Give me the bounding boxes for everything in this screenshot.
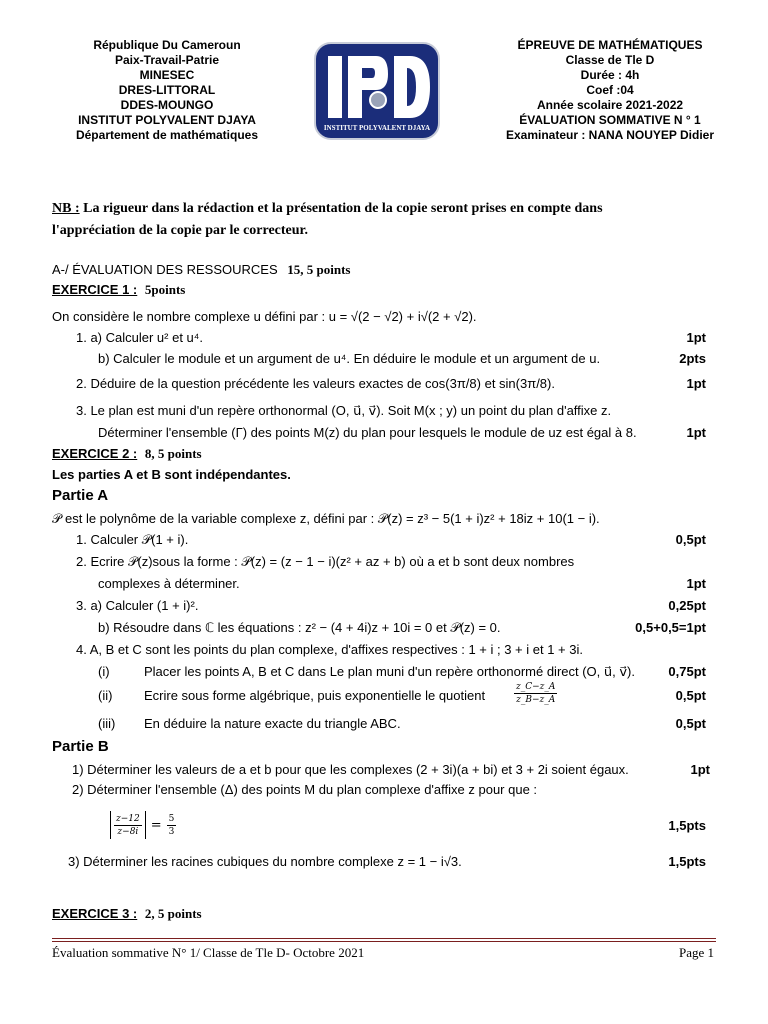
header-right-line: Classe de Tle D bbox=[565, 53, 655, 67]
ex2-q4i: Placer les points A, B et C dans Le plan muni d'un repère orthonormé direct (O, u⃗, v⃗). bbox=[144, 664, 635, 679]
footer-left-text: Évaluation sommative N° 1/ Classe de Tle D- Octobre 2021 bbox=[52, 945, 365, 960]
ex2-q3b: b) Résoudre dans ℂ les équations : z² − (4 + 4i)z + 10i = 0 et 𝒫(z) = 0. bbox=[98, 620, 501, 635]
ex3-heading bbox=[52, 906, 202, 922]
header-right-line: Année scolaire 2021-2022 bbox=[536, 98, 684, 112]
ex1-q3-line1: 3. Le plan est muni d'un repère orthonormal (O, u⃗, v⃗). Soit M(x ; y) un point du plan d'affixe z. bbox=[76, 403, 612, 418]
header-left-line: Paix-Travail-Patrie bbox=[114, 53, 220, 67]
ex2-points: 8, 5 points bbox=[144, 446, 202, 461]
ex2-q2-points: 1pt bbox=[686, 576, 706, 591]
ex3-points: 2, 5 points bbox=[144, 906, 202, 921]
part-b-q1: 1) Déterminer les valeurs de a et b pour que les complexes (2 + 3i)(a + bi) et 3 + 2i soient égaux. bbox=[72, 762, 629, 777]
header-right-line: ÉPREUVE DE MATHÉMATIQUES bbox=[517, 38, 703, 52]
logo-caption: INSTITUT POLYVALENT DJAYA bbox=[323, 124, 431, 132]
ex2-q2-line1: 2. Ecrire 𝒫(z)sous la forme : 𝒫(z) = (z − 1 − i)(z² + az + b) où a et b sont deux nombres bbox=[76, 554, 575, 569]
header-right-line: Coef :04 bbox=[586, 83, 634, 97]
ex2-q4ii-points: 0,5pt bbox=[675, 688, 706, 703]
quotient-denominator: z_B−z_A bbox=[516, 695, 556, 705]
ex1-q1a-points: 1pt bbox=[686, 330, 706, 345]
ex1-intro: On considère le nombre complexe u défini par : u = √(2 − √2) + i√(2 + √2). bbox=[52, 309, 477, 324]
ex1-q1a: 1. a) Calculer u² et u⁴. bbox=[76, 330, 203, 345]
ex2-q4iii-points: 0,5pt bbox=[675, 716, 706, 731]
part-b-heading: Partie B bbox=[52, 738, 109, 755]
section-a-title: A-/ ÉVALUATION DES RESSOURCES bbox=[52, 262, 278, 277]
part-b-q2: 2) Déterminer l'ensemble (Δ) des points M du plan complexe d'affixe z pour que : bbox=[72, 782, 538, 797]
abs-bar-left bbox=[110, 811, 111, 839]
ex1-q3-points: 1pt bbox=[686, 425, 706, 440]
modulus-numerator: z−12 bbox=[116, 813, 140, 824]
section-a-points: 15, 5 points bbox=[287, 262, 351, 277]
ex2-q4: 4. A, B et C sont les points du plan complexe, d'affixes respectives : 1 + i ; 3 + i et 1 + 3i. bbox=[76, 642, 583, 657]
header-left-line: Département de mathématiques bbox=[75, 128, 259, 142]
header-left bbox=[62, 38, 272, 143]
part-b-q1-points: 1pt bbox=[690, 762, 710, 777]
ex2-q3b-points: 0,5+0,5=1pt bbox=[635, 620, 706, 635]
ex2-q4i-points: 0,75pt bbox=[668, 664, 706, 679]
part-a-heading: Partie A bbox=[52, 487, 109, 504]
ex2-q1: 1. Calculer 𝒫(1 + i). bbox=[76, 532, 189, 547]
ex2-heading bbox=[52, 446, 202, 462]
modulus-fraction bbox=[114, 813, 142, 838]
header-right-line: Durée : 4h bbox=[580, 68, 640, 82]
ex2-q3a-points: 0,25pt bbox=[668, 598, 706, 613]
rhs-numerator: 5 bbox=[168, 813, 175, 824]
header-left-line: République Du Cameroun bbox=[93, 38, 241, 52]
ex2-q4i-number: (i) bbox=[98, 664, 110, 679]
ex1-q2-points: 1pt bbox=[686, 376, 706, 391]
ex3-title: EXERCICE 3 : bbox=[52, 906, 138, 921]
ex2-q3a: 3. a) Calculer (1 + i)². bbox=[76, 598, 199, 613]
ex2-q4ii: Ecrire sous forme algébrique, puis exponentielle le quotient bbox=[144, 688, 486, 703]
ex2-q4ii-number: (ii) bbox=[98, 688, 113, 703]
nb-label: NB : bbox=[52, 201, 80, 216]
ex2-q4iii: En déduire la nature exacte du triangle ABC. bbox=[144, 716, 401, 731]
part-b-q3-points: 1,5pts bbox=[668, 854, 706, 869]
footer-page-number: Page 1 bbox=[678, 945, 714, 960]
equals-sign: = bbox=[150, 817, 162, 833]
part-b-q3: 3) Déterminer les racines cubiques du nombre complexe z = 1 − i√3. bbox=[68, 854, 462, 869]
quotient-numerator: z_C−z_A bbox=[516, 682, 556, 692]
ex1-q1b: b) Calculer le module et un argument de u⁴. En déduire le module et un argument de u. bbox=[98, 351, 601, 366]
ex2-title: EXERCICE 2 : bbox=[52, 446, 138, 461]
modulus-denominator: z−8i bbox=[117, 826, 139, 837]
footer-rule bbox=[52, 938, 716, 942]
rhs-fraction bbox=[167, 813, 177, 838]
ex2-intro: 𝒫 est le polynôme de la variable complexe z, défini par : 𝒫(z) = z³ − 5(1 + i)z² + 18iz + 10(1 − i). bbox=[52, 511, 600, 526]
modulus-equation bbox=[110, 810, 176, 840]
part-b-q2-points: 1,5pts bbox=[668, 818, 706, 833]
ex2-q2-line2: complexes à déterminer. bbox=[98, 576, 240, 591]
rhs-denominator: 3 bbox=[168, 826, 175, 837]
ex1-heading bbox=[52, 282, 185, 298]
header-right-line: Examinateur : NANA NOUYEP Didier bbox=[505, 128, 715, 142]
nb-text-line1: La rigueur dans la rédaction et la présentation de la copie seront prises en compte dans bbox=[79, 201, 603, 216]
header-right bbox=[500, 38, 720, 143]
header-right-line: ÉVALUATION SOMMATIVE N ° 1 bbox=[519, 113, 701, 127]
header-left-line: DDES-MOUNGO bbox=[120, 98, 214, 112]
ex1-title: EXERCICE 1 : bbox=[52, 282, 138, 297]
ex2-q4iii-number: (iii) bbox=[98, 716, 116, 731]
header-left-line: DRES-LITTORAL bbox=[118, 83, 216, 97]
quotient-fraction bbox=[514, 681, 557, 706]
ex1-points: 5points bbox=[144, 282, 186, 297]
ex2-q1-points: 0,5pt bbox=[675, 532, 706, 547]
ipd-logo bbox=[314, 42, 440, 140]
header-left-line: MINESEC bbox=[139, 68, 195, 82]
abs-bar-right bbox=[145, 811, 146, 839]
ex1-q3-line2: Déterminer l'ensemble (Γ) des points M(z) du plan pour lesquels le module de uz est égal à 8. bbox=[98, 425, 637, 440]
ex2-note: Les parties A et B sont indépendantes. bbox=[52, 467, 291, 482]
ex1-q1b-points: 2pts bbox=[679, 351, 706, 366]
nb-text-line2: l'appréciation de la copie par le correcteur. bbox=[52, 223, 308, 238]
ex1-q2: 2. Déduire de la question précédente les valeurs exactes de cos(3π/8) et sin(3π/8). bbox=[76, 376, 555, 391]
header-left-line: INSTITUT POLYVALENT DJAYA bbox=[78, 113, 256, 127]
section-a-heading bbox=[52, 262, 350, 278]
nb-paragraph bbox=[52, 198, 603, 242]
